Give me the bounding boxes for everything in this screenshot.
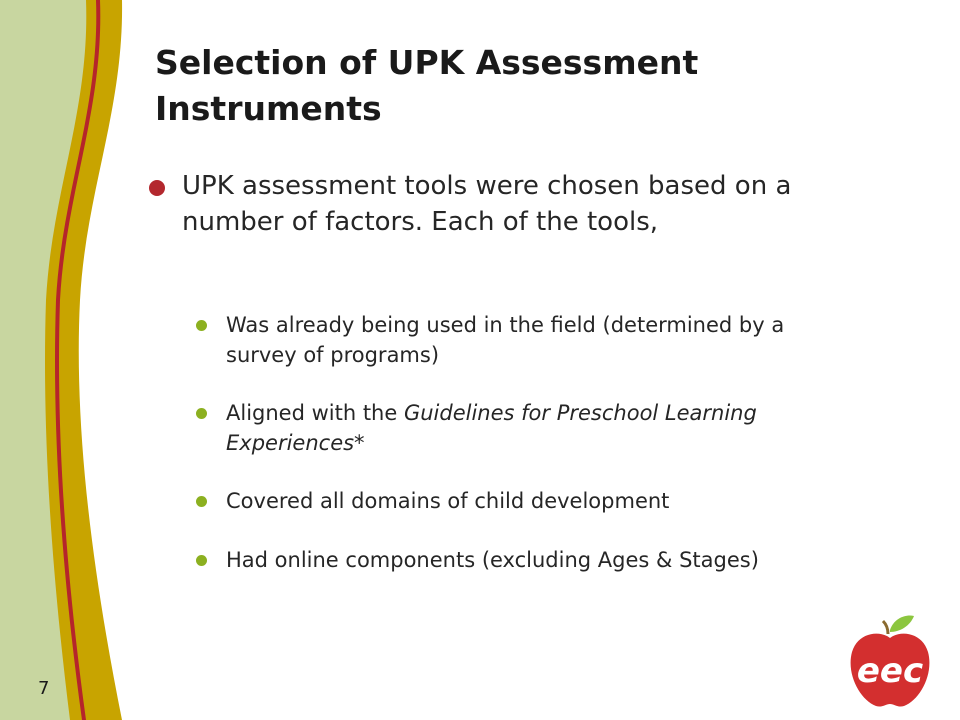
page-number: 7 bbox=[38, 678, 50, 699]
bullet-dot-level1 bbox=[149, 180, 165, 196]
bullet-dot-level2 bbox=[196, 555, 207, 566]
bullet-dot-level2 bbox=[196, 320, 207, 331]
sub-bullet-domains: Covered all domains of child development bbox=[226, 489, 670, 513]
bullet-intro: UPK assessment tools were chosen based on a number of factors. Each of the tools, bbox=[182, 171, 792, 237]
sub-bullet-online: Had online components (excluding Ages & Stages) bbox=[226, 548, 759, 572]
bullet-dot-level2 bbox=[196, 408, 207, 419]
guidelines-title: Guidelines for Preschool Learning Experiences* bbox=[226, 401, 757, 455]
slide-title: Selection of UPK Assessment Instruments bbox=[155, 43, 699, 128]
side-decoration bbox=[0, 0, 140, 720]
bullet-dot-level2 bbox=[196, 496, 207, 507]
logo-text: eec bbox=[856, 651, 924, 691]
sub-bullet-field-use: Was already being used in the field (determined by a survey of programs) bbox=[226, 313, 785, 367]
sub-bullet-guidelines bbox=[226, 398, 846, 458]
apple-logo-icon bbox=[840, 612, 940, 712]
sub-bullet-guidelines-prefix: Aligned with the bbox=[226, 401, 404, 425]
